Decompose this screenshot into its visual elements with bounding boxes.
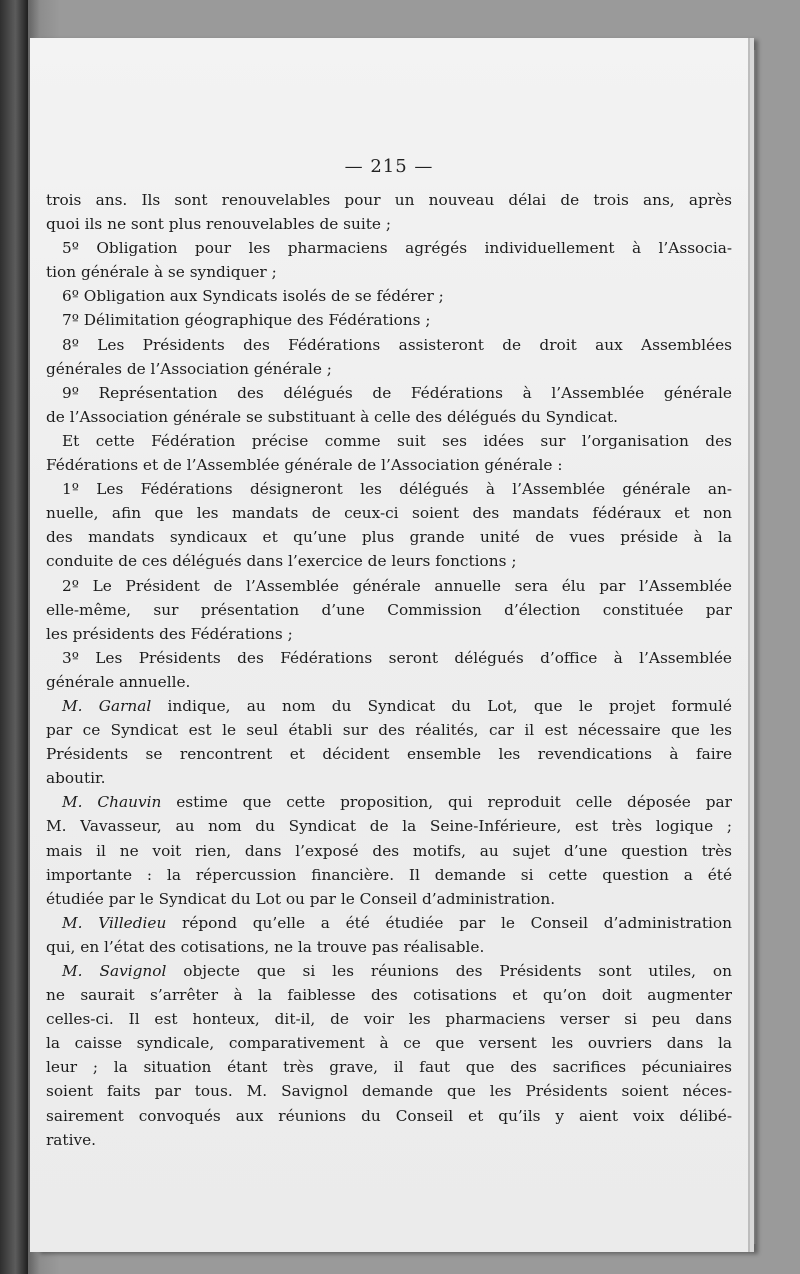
text-line: 7º Délimitation géographique des Fédérations ; [62,311,431,330]
text-line: importante : la répercussion financière. Il demande si cette question a été [46,865,732,884]
text-line: leur ; la situation étant très grave, il faut que des sacrifices pécuniaires [46,1058,732,1077]
body-text [46,188,732,1152]
text-line: nuelle, afin que les mandats de ceux-ci soient des mandats fédéraux et non [46,504,732,523]
text-line: soient faits par tous. M. Savignol demande que les Présidents soient néces- [46,1082,732,1101]
speaker-name: M. Savignol [62,962,167,980]
text-line: 2º Le Président de l’Assemblée générale annuelle sera élu par l’Assemblée [62,576,732,595]
text-line: elle-même, sur présentation d’une Commission d’élection constituée par [46,600,732,619]
text-line: qui, en l’état des cotisations, ne la trouve pas réalisable. [46,937,485,956]
text-line: M. Chauvin estime que cette proposition, qui reproduit celle déposée par [62,793,732,812]
text-line: Fédérations et de l’Assemblée générale de l’Association générale : [46,456,563,475]
text-line: aboutir. [46,769,106,788]
page-number: — 215 — [344,156,434,177]
text-line: étudiée par le Syndicat du Lot ou par le Conseil d’administration. [46,889,556,908]
text-line: de l’Association générale se substituant à celle des délégués du Syndicat. [46,407,618,426]
text-line: les présidents des Fédérations ; [46,624,293,643]
text-line: M. Savignol objecte que si les réunions des Présidents sont utiles, on [62,962,732,980]
text-line: ne saurait s’arrêter à la faiblesse des cotisations et qu’on doit augmenter [46,986,732,1005]
text-line: rative. [46,1130,97,1149]
text-line: Et cette Fédération précise comme suit ses idées sur l’organisation des [62,431,732,450]
text-line: 8º Les Présidents des Fédérations assisteront de droit aux Assemblées [62,335,732,354]
text-line: générales de l’Association générale ; [46,359,332,378]
text-line: sairement convoqués aux réunions du Conseil et qu’ils y aient voix délibé- [46,1106,732,1125]
text-line: la caisse syndicale, comparativement à ce que versent les ouvriers dans la [46,1034,732,1053]
text-line: générale annuelle. [46,672,191,691]
text-line: mais il ne voit rien, dans l’exposé des motifs, au sujet d’une question très [46,841,732,860]
speaker-name: M. Garnal [62,696,152,715]
book-page [30,38,748,1252]
text-line: 6º Obligation aux Syndicats isolés de se fédérer ; [62,287,444,306]
text-line: des mandats syndicaux et qu’une plus grande unité de vues préside à la [46,528,732,547]
text-line: conduite de ces délégués dans l’exercice de leurs fonctions ; [46,552,517,571]
text-line: 3º Les Présidents des Fédérations seront délégués d’office à l’Assemblée [62,648,732,667]
text-line: 5º Obligation pour les pharmaciens agrégés individuellement à l’Associa- [62,239,732,258]
text-line: celles-ci. Il est honteux, dit-il, de voir les pharmaciens verser si peu dans [46,1010,732,1029]
text-line: 9º Représentation des délégués de Fédérations à l’Assemblée générale [62,383,732,402]
facing-page-edge [0,0,28,1274]
text-line: M. Vavasseur, au nom du Syndicat de la Seine-Inférieure, est très logique ; [46,817,732,836]
text-line: tion générale à se syndiquer ; [46,263,277,282]
text-line: Présidents se rencontrent et décident ensemble les revendications à faire [46,745,732,764]
text-line: quoi ils ne sont plus renouvelables de suite ; [46,215,391,234]
text-line: par ce Syndicat est le seul établi sur des réalités, car il est nécessaire que les [46,721,732,740]
speaker-name: M. Villedieu [62,913,167,932]
page-stack-edge [748,50,756,1244]
speaker-name: M. Chauvin [62,793,162,812]
text-line: 1º Les Fédérations désigneront les délégués à l’Assemblée générale an- [62,480,732,499]
text-line: M. Villedieu répond qu’elle a été étudiée par le Conseil d’administration [62,913,732,932]
text-line: M. Garnal indique, au nom du Syndicat du Lot, que le projet formulé [62,696,732,715]
text-line: trois ans. Ils sont renouvelables pour un nouveau délai de trois ans, après [46,191,732,209]
